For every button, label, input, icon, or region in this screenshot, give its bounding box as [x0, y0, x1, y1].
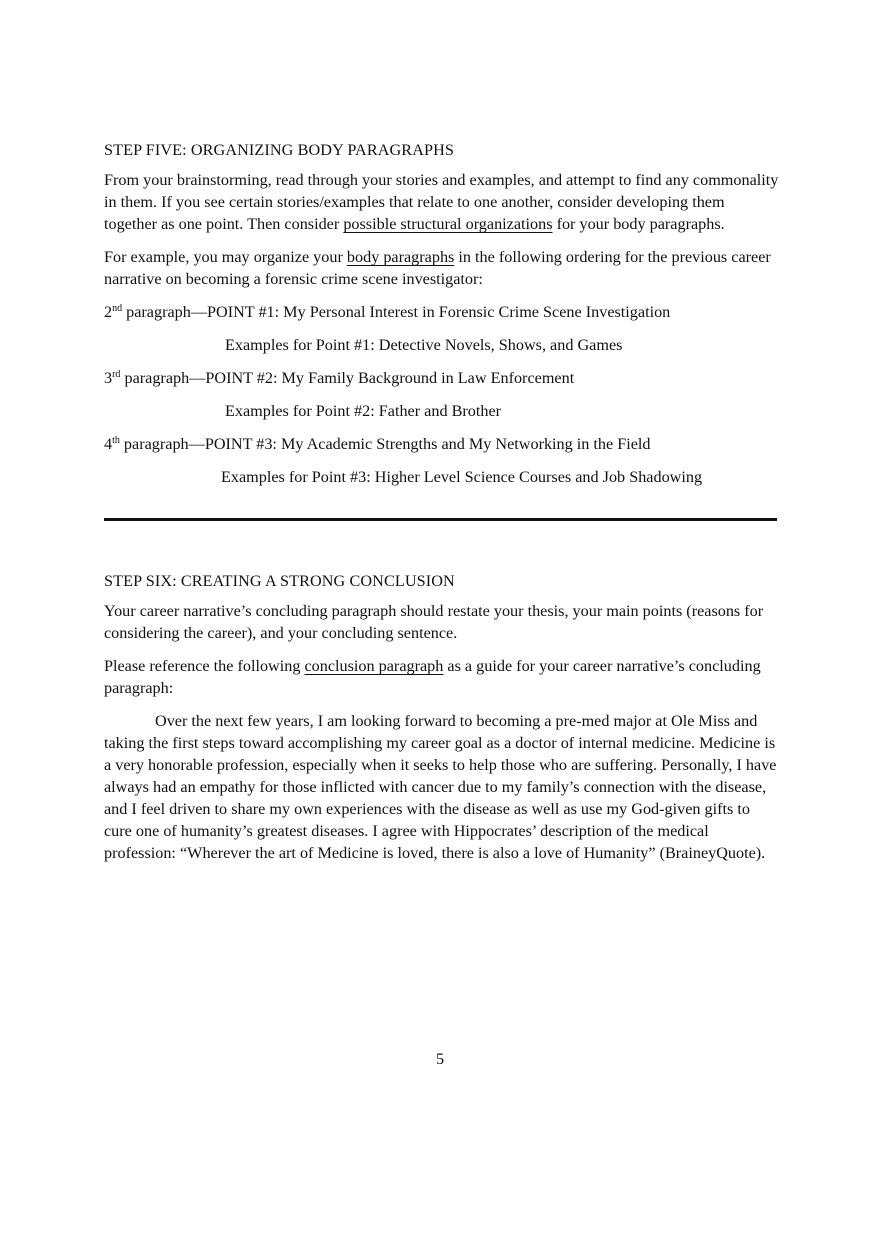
step-five-example-text-end: in the following ordering for the previous career narrative on becoming a forensic crime scene investigator: [104, 248, 771, 288]
outline-example-3: Examples for Point #3: Higher Level Science Courses and Job Shadowing [221, 468, 703, 486]
step-five-intro-text-end: for your body paragraphs. [552, 215, 725, 233]
structural-organizations-link[interactable]: possible structural organizations [343, 215, 553, 233]
outline-point-text: paragraph—POINT #3: My Academic Strengths and My Networking in the Field [119, 435, 651, 453]
step-five-intro-text: From your brainstorming, read through your stories and examples, and attempt to find any commonality in them. If you see certain stories/examples that relate to one another, consider developing them together as one point. Then consider [104, 171, 779, 233]
ordinal-suffix: th [112, 435, 120, 446]
page-number: 5 [435, 1050, 445, 1068]
sample-conclusion-paragraph: Over the next few years, I am looking forward to becoming a pre-med major at Ole Miss and taking the first steps toward accomplishing my career goal as a doctor of internal medicine. Medicine is a very honorable profession, especially when it seeks to help those who are suffering. Personally, I have always had an empathy for those inflicted with cancer due to my family’s connection with the disease, and I feel driven to share my own experiences with the disease as well as use my God-given gifts to cure one of humanity’s greatest diseases. I agree with Hippocrates’ description of the medical profession: “Wherever the art of Medicine is loved, there is also a love of Humanity” (BraineyQuote). [104, 712, 777, 862]
step-six-reference-text-end: as a guide for your career narrative’s concluding paragraph: [104, 657, 761, 697]
step-five-example-text: For example, you may organize your [104, 248, 347, 266]
step-six-reference-text: Please reference the following [104, 657, 305, 675]
outline-point-2 [104, 367, 780, 389]
ordinal-suffix: nd [112, 303, 123, 314]
step-six-reference-paragraph [104, 655, 780, 699]
body-paragraphs-link[interactable]: body paragraphs [346, 248, 455, 266]
document-page [104, 139, 780, 864]
step-six-heading: STEP SIX: CREATING A STRONG CONCLUSION [104, 572, 455, 590]
conclusion-paragraph-link[interactable]: conclusion paragraph [304, 657, 444, 675]
step-six-intro-paragraph: Your career narrative’s concluding paragraph should restate your thesis, your main points (reasons for considering the career), and your concluding sentence. [104, 602, 764, 642]
outline-number: 2 [104, 303, 113, 321]
outline-number: 4 [104, 435, 113, 453]
step-five-intro-paragraph [104, 169, 780, 235]
step-six-section [104, 570, 780, 864]
outline-point-text: paragraph—POINT #2: My Family Background in Law Enforcement [120, 369, 575, 387]
section-divider [104, 518, 777, 521]
outline-example-2: Examples for Point #2: Father and Brother [225, 402, 502, 420]
step-five-example-paragraph [104, 246, 780, 290]
step-five-heading: STEP FIVE: ORGANIZING BODY PARAGRAPHS [104, 141, 454, 159]
outline-point-text: paragraph—POINT #1: My Personal Interest in Forensic Crime Scene Investigation [122, 303, 671, 321]
outline-point-3 [104, 433, 780, 455]
outline-number: 3 [104, 369, 113, 387]
outline-example-1: Examples for Point #1: Detective Novels, Shows, and Games [225, 336, 623, 354]
ordinal-suffix: rd [112, 369, 121, 380]
outline-point-1 [104, 301, 780, 323]
